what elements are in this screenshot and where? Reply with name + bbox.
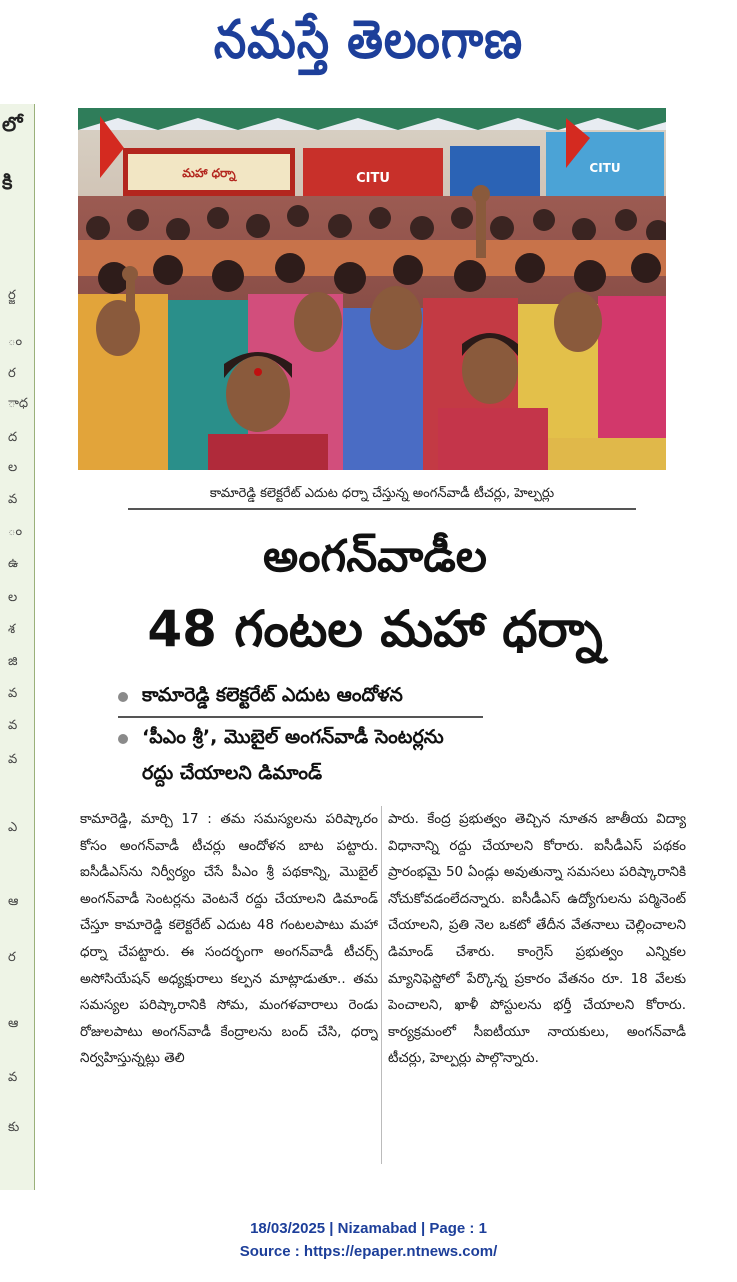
banner-text: మహా ధర్నా (182, 166, 236, 180)
strip-word: లో (2, 112, 23, 136)
subhead-bullet-2 (118, 726, 444, 753)
headline-line-2: 48 గంటల మహా ధర్నా (147, 600, 603, 658)
protest-photo (78, 108, 666, 470)
subhead-divider (118, 716, 483, 718)
newspaper-logo: నమస్తే తెలంగాణ (213, 8, 524, 71)
protest-crowd-photo-icon (78, 108, 666, 470)
article-body-left-column: కామారెడ్డి, మార్చి 17 : తమ సమస్యలను పరిష్కారం కోసం అంగన్‌వాడీ టీచర్లు ఆందోళన బాట పట్టారు. ఐసీడీఎస్‌ను నిర్వీర్యం చేసే పీఎం శ్రీ పథకాన్ని, మొబైల్ అంగన్‌వాడీ సెంటర్లను వెంటనే రద్దు చేయాలని డిమాండ్ చేస్తూ కామారెడ్డి కలెక్టరేట్ ఎదుట 48 గంటలపాటు మహా ధర్నా చేపట్టారు. ఈ సందర్భంగా అంగన్‌వాడీ టీచర్స్ అసోసియేషన్ అధ్యక్షురాలు కల్పన మాట్లాడుతూ.. తమ సమస్యల పరిష్కారానికి సోమ, మంగళవారాలు రెండు రోజులపాటు అంగన్‌వాడీ కేంద్రాలను బంద్ చేసి, ధర్నా నిర్వహిస్తున్నట్లు తెలి (80, 811, 378, 1067)
adjacent-article-strip (0, 104, 35, 1190)
strip-char: కు (8, 1120, 20, 1135)
strip-char: ఆ (8, 1016, 19, 1031)
subhead-text: కామారెడ్డి కలెక్టరేట్ ఎదుట ఆందోళన (142, 684, 403, 706)
strip-char: ఎ (8, 820, 18, 835)
strip-char: శ (8, 622, 16, 637)
bullet-icon (118, 692, 128, 702)
strip-char: ఉ (8, 556, 19, 571)
strip-char: ర (8, 950, 16, 965)
strip-char: వ (8, 686, 18, 701)
subhead-bullet-1 (118, 684, 403, 711)
strip-char: వ (8, 718, 18, 733)
strip-char: ం (8, 334, 23, 349)
strip-char: ఆ (8, 894, 19, 909)
strip-char: ం (8, 524, 23, 539)
strip-char: జి (8, 654, 18, 669)
masthead (0, 0, 737, 92)
headline-line-1: అంగన్‌వాడీల (263, 531, 487, 582)
strip-char: ర్జ (8, 288, 16, 303)
banner-text: CITU (356, 171, 390, 186)
article-body-right-column: పారు. కేంద్ర ప్రభుత్వం తెచ్చిన నూతన జాతీయ విద్యా విధానాన్ని రద్దు చేయాలని కోరారు. ఐసీడీఎస్ పథకం ప్రారంభమై 50 ఏండ్లు అవుతున్నా సమసలు పరిష్కారానికి నోచుకోవడంలేదన్నారు. ఐసీడీఎస్ ఉద్యోగులను పర్మినెంట్ చేయాలని, ప్రతి నెల ఒకటో తేదీన వేతనాలు చెల్లించాలని డిమాండ్ చేశారు. కాంగ్రెస్ ప్రభుత్వం ఎన్నికల మ్యానిఫెస్టోలో పేర్కొన్న ప్రకారం వేతనం రూ. 18 వేలకు పెంచాలని, ఖాళీ పోస్టులను భర్తీ చేయాలని కోరారు. కార్యక్రమంలో సీఐటీయూ నాయకులు, అంగన్‌వాడీ టీచర్లు, హెల్పర్లు పాల్గొన్నారు. (388, 811, 686, 1067)
subhead-text: ‘పీఎం శ్రీ’, మొబైల్ అంగన్‌వాడీ సెంటర్లను (142, 726, 444, 748)
footer-source-line: Source : https://epaper.ntnews.com/ (239, 1243, 498, 1260)
strip-word: కి (2, 170, 13, 194)
bullet-icon (118, 734, 128, 744)
strip-char: ల (8, 460, 18, 475)
banner-text: CITU (589, 161, 621, 175)
subhead-text-continued: రద్దు చేయాలని డిమాండ్ (142, 762, 323, 784)
photo-caption: కామారెడ్డి కలెక్టరేట్ ఎదుట ధర్నా చేస్తున్న అంగన్‌వాడీ టీచర్లు, హెల్పర్లు (128, 480, 636, 510)
footer-date-line: 18/03/2025 | Nizamabad | Page : 1 (250, 1220, 487, 1237)
strip-char: ర (8, 366, 16, 381)
strip-char: ద (8, 430, 18, 445)
strip-char: వ (8, 1070, 18, 1085)
strip-char: ాధ (8, 396, 29, 411)
strip-char: వ (8, 752, 18, 767)
strip-char: వ (8, 492, 18, 507)
column-divider (381, 806, 382, 1164)
strip-char: ల (8, 590, 18, 605)
